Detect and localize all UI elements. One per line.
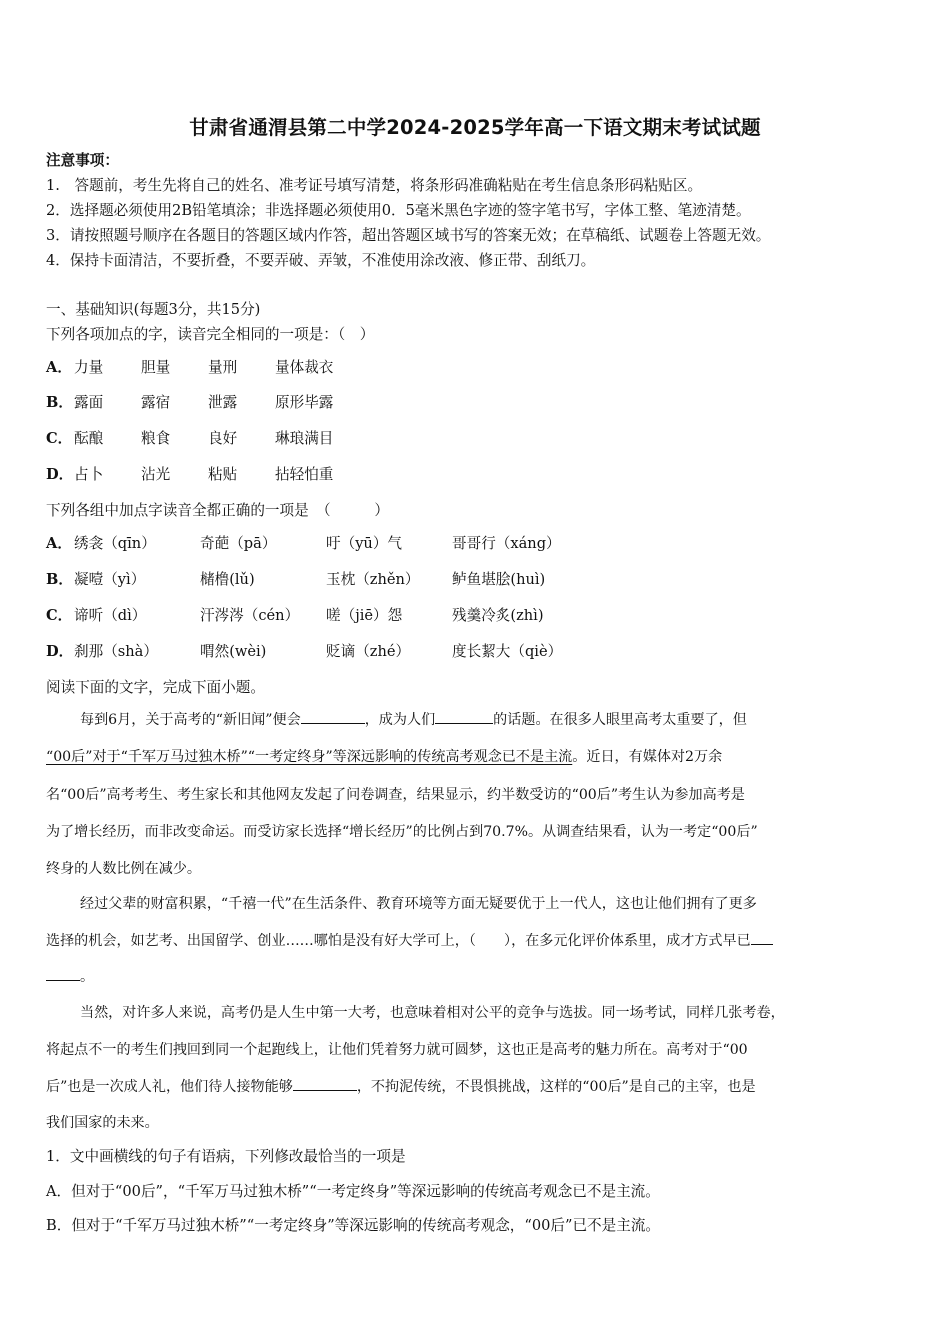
option-item: 绣衾（qīn） xyxy=(74,535,156,552)
underlined-sentence: “00后”对于“千军万马过独木桥”“一考定终身”等深远影响的传统高考观念已不是主流 xyxy=(46,749,573,765)
reading-q1-option-b: B．但对于“千军万马过独木桥”“一考定终身”等深远影响的传统高考观念，“00后”已不是主流。 xyxy=(46,1217,661,1234)
notice-heading: 注意事项： xyxy=(46,152,119,169)
reading-intro: 阅读下面的文字，完成下面小题。 xyxy=(46,679,265,696)
passage-p1-line2 xyxy=(46,746,908,768)
passage-p2-line2 xyxy=(46,930,908,952)
option-item: 哥哥行（xáng） xyxy=(452,535,561,552)
option-item: 力量 xyxy=(74,359,104,376)
option-item: 胆量 xyxy=(141,359,171,376)
passage-p3-line4: 我们国家的未来。 xyxy=(46,1115,159,1131)
text-segment: 。近日，有媒体对2万余 xyxy=(572,749,723,765)
option-label: A． xyxy=(46,535,72,552)
reading-q1-stem: 1．文中画横线的句子有语病，下列修改最恰当的一项是 xyxy=(46,1148,406,1165)
fill-blank xyxy=(293,1076,357,1091)
option-item: 原形毕露 xyxy=(275,394,334,411)
option-item: 槠橹(lǔ) xyxy=(200,571,255,588)
option-item: 嗟（jiē）怨 xyxy=(326,607,403,624)
q1-stem: 下列各项加点的字，读音完全相同的一项是：（ ） xyxy=(46,326,375,343)
option-item: 占卜 xyxy=(74,466,104,483)
option-item: 量体裁衣 xyxy=(275,359,334,376)
passage-p3-line1: 当然，对许多人来说，高考仍是人生中第一大考，也意味着相对公平的竞争与选拔。同一场考试，同样几张考卷， xyxy=(80,1005,785,1021)
option-item: 鲈鱼堪脍(huì) xyxy=(452,571,546,588)
passage-p1-line5: 终身的人数比例在减少。 xyxy=(46,861,202,877)
option-item: 吁（yū）气 xyxy=(326,535,403,552)
text-segment: ，成为人们 xyxy=(364,712,436,728)
option-label: B． xyxy=(46,394,73,411)
option-item: 量刑 xyxy=(208,359,238,376)
option-item: 琳琅满目 xyxy=(275,430,334,447)
option-label: D． xyxy=(46,643,74,660)
fill-blank xyxy=(435,709,493,724)
fill-blank xyxy=(751,930,773,945)
option-item: 度长絜大（qiè） xyxy=(452,643,563,660)
option-item: 露面 xyxy=(74,394,104,411)
option-item: 谛听（dì） xyxy=(74,607,147,624)
section1-heading: 一、基础知识(每题3分，共15分) xyxy=(46,301,261,318)
text-segment: 。 xyxy=(80,969,95,985)
text-segment: 选择的机会，如艺考、出国留学、创业……哪怕是没有好大学可上，（ ），在多元化评价体系里，成才方式早已 xyxy=(46,933,751,949)
option-item: 良好 xyxy=(208,430,238,447)
option-item: 喟然(wèi) xyxy=(200,643,267,660)
text-segment: 后”也是一次成人礼，他们待人接物能够 xyxy=(46,1079,293,1095)
notice-item-4: 4．保持卡面清洁，不要折叠，不要弄破、弄皱，不准使用涂改液、修正带、刮纸刀。 xyxy=(46,252,596,269)
exam-title: 甘肃省通渭县第二中学2024-2025学年高一下语文期末考试试题 xyxy=(189,116,761,139)
passage-p3-line2: 将起点不一的考生们拽回到同一个起跑线上，让他们凭着努力就可圆梦，这也正是高考的魅力所在。高考对于“00 xyxy=(46,1042,748,1058)
option-label: A． xyxy=(46,359,72,376)
option-item: 残羹冷炙(zhì) xyxy=(452,607,544,624)
text-segment: ，不拘泥传统，不畏惧挑战，这样的“00后”是自己的主宰，也是 xyxy=(356,1079,756,1095)
option-item: 露宿 xyxy=(141,394,171,411)
option-item: 沾光 xyxy=(141,466,171,483)
passage-p2-line1: 经过父辈的财富积累，“千禧一代”在生活条件、教育环境等方面无疑要优于上一代人，这也让他们拥有了更多 xyxy=(80,896,757,912)
option-label: D． xyxy=(46,466,74,483)
notice-item-2: 2．选择题必须使用2B铅笔填涂；非选择题必须使用0．5毫米黑色字迹的签字笔书写，字体工整、笔迹清楚。 xyxy=(46,202,751,219)
option-item: 贬谪（zhé） xyxy=(326,643,411,660)
option-item: 粘贴 xyxy=(208,466,238,483)
notice-item-1: 1. 答题前，考生先将自己的姓名、准考证号填写清楚，将条形码准确粘贴在考生信息条形码粘贴区。 xyxy=(46,177,703,194)
option-item: 汗涔涔（cén） xyxy=(200,607,300,624)
option-item: 粮食 xyxy=(141,430,171,447)
passage-p1-line3: 名“00后”高考考生、考生家长和其他网友发起了问卷调查，结果显示，约半数受访的“00后”考生认为参加高考是 xyxy=(46,787,745,803)
passage-p1-line4: 为了增长经历，而非改变命运。而受访家长选择“增长经历”的比例占到70.7%。从调查结果看，认为一考定“00后” xyxy=(46,824,758,840)
q2-stem: 下列各组中加点字读音全都正确的一项是 （ ） xyxy=(46,502,389,519)
text-segment: 的话题。在很多人眼里高考太重要了，但 xyxy=(493,712,747,728)
passage-p1-line1 xyxy=(80,709,942,731)
fill-blank xyxy=(301,709,365,724)
reading-q1-option-a: A．但对于“00后”，“千军万马过独木桥”“一考定终身”等深远影响的传统高考观念已不是主流。 xyxy=(46,1183,660,1200)
fill-blank xyxy=(46,966,80,981)
option-label: C． xyxy=(46,430,73,447)
option-label: C． xyxy=(46,607,73,624)
option-label: B． xyxy=(46,571,73,588)
option-item: 泄露 xyxy=(208,394,238,411)
passage-p3-line3 xyxy=(46,1076,908,1098)
option-item: 凝噎（yì） xyxy=(74,571,146,588)
notice-item-3: 3．请按照题号顺序在各题目的答题区域内作答，超出答题区域书写的答案无效；在草稿纸、试题卷上答题无效。 xyxy=(46,227,771,244)
option-item: 玉枕（zhěn） xyxy=(326,571,420,588)
option-item: 奇葩（pā） xyxy=(200,535,277,552)
passage-p2-line3 xyxy=(46,966,908,988)
text-segment: 每到6月，关于高考的“新旧闻”便会 xyxy=(80,712,301,728)
option-item: 拈轻怕重 xyxy=(275,466,334,483)
option-item: 刹那（shà） xyxy=(74,643,158,660)
option-item: 酝酿 xyxy=(74,430,104,447)
